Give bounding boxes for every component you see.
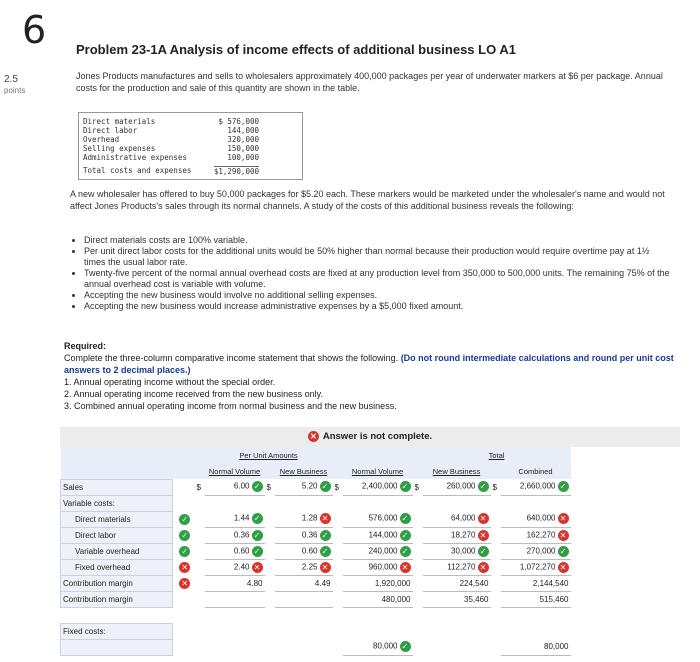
table-row-sales bbox=[61, 479, 571, 495]
check-icon: ✓ bbox=[179, 530, 190, 541]
table-row-contribution-margin bbox=[61, 575, 571, 591]
cost-value: 144,000 bbox=[227, 126, 259, 135]
required-note: (Do not round intermediate calculations and round per unit cost answers to 2 decimal places.) bbox=[64, 353, 674, 375]
row-label: Sales bbox=[61, 479, 173, 495]
cost-study-list bbox=[72, 235, 672, 312]
currency-sign: $ bbox=[492, 482, 497, 492]
cost-value: 100,000 bbox=[227, 153, 259, 162]
list-item: • Accepting the new business would involve no additional selling expenses. bbox=[84, 290, 672, 301]
x-icon: ✕ bbox=[478, 562, 489, 573]
check-icon: ✓ bbox=[320, 481, 331, 492]
list-item: • Twenty-five percent of the normal annual overhead costs are fixed at any production level from 350,000 to 500,000 units. The remaining 75% of the annual overhead cost is variable with volume. bbox=[84, 268, 672, 290]
cost-value: $1,290,000 bbox=[213, 167, 259, 176]
row-label[interactable]: Variable overhead bbox=[61, 543, 173, 559]
answer-status-banner bbox=[60, 427, 680, 447]
header-normal-volume: Normal Volume bbox=[205, 463, 265, 479]
currency-sign: $ bbox=[196, 482, 201, 492]
pu-normal-input[interactable] bbox=[205, 591, 265, 607]
pu-new-input[interactable]: 5.20 ✓ bbox=[275, 479, 333, 495]
table-row-direct-labor bbox=[61, 527, 571, 543]
problem-intro: Jones Products manufactures and sells to wholesalers approximately 400,000 packages per year of underwater markers at $6 per package. Annual costs for the production and sale of this quantity are shown in the table. bbox=[76, 71, 663, 93]
row-label: Fixed costs: bbox=[61, 623, 173, 639]
pu-new-input[interactable] bbox=[275, 591, 333, 607]
cost-row-total bbox=[83, 166, 299, 175]
header-new-business-total: New Business bbox=[423, 463, 491, 479]
cost-row bbox=[83, 153, 299, 162]
check-icon: ✓ bbox=[179, 546, 190, 557]
x-icon: ✕ bbox=[478, 513, 489, 524]
row-label: Variable costs: bbox=[61, 495, 173, 511]
total-normal-input[interactable]: 80,000 ✓ bbox=[343, 639, 413, 655]
total-new-input[interactable]: 30,000 ✓ bbox=[423, 543, 491, 559]
currency-sign: $ bbox=[334, 482, 339, 492]
cost-label: Total costs and expenses bbox=[83, 166, 192, 175]
check-icon: ✓ bbox=[320, 530, 331, 541]
x-icon: ✕ bbox=[478, 530, 489, 541]
combined-input[interactable]: 270,000 ✓ bbox=[501, 543, 571, 559]
pu-new-input[interactable]: 0.36 ✓ bbox=[275, 527, 333, 543]
total-new-input[interactable]: 35,460 bbox=[423, 591, 491, 607]
check-icon: ✓ bbox=[252, 513, 263, 524]
x-icon: ✕ bbox=[558, 513, 569, 524]
points-label: points bbox=[4, 86, 26, 95]
total-normal-input[interactable]: 144,000 ✓ bbox=[343, 527, 413, 543]
points bbox=[4, 74, 34, 96]
cost-label: Administrative expenses bbox=[83, 153, 187, 162]
combined-input[interactable]: 162,270 ✕ bbox=[501, 527, 571, 543]
cost-value: 320,000 bbox=[227, 135, 259, 144]
x-icon: ✕ bbox=[320, 513, 331, 524]
combined-input[interactable]: 1,072,270 ✕ bbox=[501, 559, 571, 575]
list-item: • Per unit direct labor costs for the additional units would be 50% higher than normal because their production would require overtime pay at 1½ times the usual labor rate. bbox=[84, 246, 672, 268]
check-icon: ✓ bbox=[400, 530, 411, 541]
table-row-spacer bbox=[61, 607, 571, 623]
question-number: 6 bbox=[22, 8, 47, 52]
income-statement-table bbox=[60, 447, 571, 656]
header-row-2 bbox=[61, 463, 571, 479]
check-icon: ✓ bbox=[252, 530, 263, 541]
total-new-input[interactable]: 260,000 ✓ bbox=[423, 479, 491, 495]
check-icon: ✓ bbox=[252, 546, 263, 557]
header-new-business: New Business bbox=[275, 463, 333, 479]
required-label: Required: bbox=[64, 341, 107, 351]
wholesaler-offer: A new wholesaler has offered to buy 50,000 packages for $5.20 each. These markers would be marketed under the wholesaler's name and would not affect Jones Products's sales through its normal channels. A study of the costs of this additional business reveals the following: bbox=[70, 189, 665, 211]
x-icon: ✕ bbox=[179, 562, 190, 573]
combined-input[interactable]: 515,460 bbox=[501, 591, 571, 607]
problem-title: Problem 23-1A Analysis of income effects of additional business LO A1 bbox=[76, 42, 516, 57]
required-item: 2. Annual operating income received from the new business only. bbox=[64, 389, 323, 399]
combined-input[interactable]: 640,000 ✕ bbox=[501, 511, 571, 527]
pu-new-input[interactable]: 1.28 ✕ bbox=[275, 511, 333, 527]
cost-label: Selling expenses bbox=[83, 144, 156, 153]
check-icon: ✓ bbox=[558, 481, 569, 492]
total-normal-input[interactable]: 960,000 ✕ bbox=[343, 559, 413, 575]
currency-sign: $ bbox=[414, 482, 419, 492]
row-label[interactable]: Fixed overhead bbox=[61, 559, 173, 575]
required-item: 3. Combined annual operating income from normal business and the new business. bbox=[64, 401, 397, 411]
total-normal-input[interactable]: 1,920,000 bbox=[343, 575, 413, 591]
check-icon: ✓ bbox=[179, 514, 190, 525]
required-main: Complete the three-column comparative income statement that shows the following. bbox=[64, 353, 399, 363]
cost-row bbox=[83, 144, 299, 153]
header-combined: Combined bbox=[501, 463, 571, 479]
required-text bbox=[64, 352, 674, 376]
pu-new-input[interactable]: 2.25 ✕ bbox=[275, 559, 333, 575]
row-label[interactable]: Direct labor bbox=[61, 527, 173, 543]
check-icon: ✓ bbox=[478, 481, 489, 492]
cost-row bbox=[83, 117, 299, 126]
pu-normal-input[interactable]: 6.00 ✓ bbox=[205, 479, 265, 495]
x-icon: ✕ bbox=[400, 562, 411, 573]
header-total: Total bbox=[423, 447, 571, 463]
check-icon: ✓ bbox=[400, 546, 411, 557]
table-row-fixed-overhead bbox=[61, 559, 571, 575]
total-new-input[interactable]: 18,270 ✕ bbox=[423, 527, 491, 543]
header-normal-volume-total: Normal Volume bbox=[343, 463, 413, 479]
table-row-contribution-margin bbox=[61, 591, 571, 607]
list-item: • Direct materials costs are 100% variable. bbox=[84, 235, 672, 246]
check-icon: ✓ bbox=[400, 513, 411, 524]
row-label[interactable]: Contribution margin bbox=[61, 575, 173, 591]
pu-normal-input[interactable]: 1.44 ✓ bbox=[205, 511, 265, 527]
header-per-unit: Per Unit Amounts bbox=[205, 447, 333, 463]
error-icon: ✕ bbox=[308, 431, 319, 442]
total-new-input[interactable]: 224,540 bbox=[423, 575, 491, 591]
cost-label: Direct materials bbox=[83, 117, 156, 126]
x-icon: ✕ bbox=[252, 562, 263, 573]
check-icon: ✓ bbox=[400, 481, 411, 492]
check-icon: ✓ bbox=[478, 546, 489, 557]
row-label[interactable]: Contribution margin bbox=[61, 591, 173, 607]
pu-normal-input[interactable]: 4.80 bbox=[205, 575, 265, 591]
total-normal-input[interactable]: 576,000 ✓ bbox=[343, 511, 413, 527]
required-section bbox=[64, 340, 674, 412]
cost-row bbox=[83, 135, 299, 144]
income-statement bbox=[60, 447, 620, 662]
pu-normal-input[interactable]: 0.36 ✓ bbox=[205, 527, 265, 543]
check-icon: ✓ bbox=[252, 481, 263, 492]
cost-row bbox=[83, 126, 299, 135]
combined-input[interactable]: 80,000 bbox=[501, 639, 571, 655]
combined-input[interactable]: 2,660,000 ✓ bbox=[501, 479, 571, 495]
x-icon: ✕ bbox=[320, 562, 331, 573]
list-item: • Accepting the new business would increase administrative expenses by a $5,000 fixed amount. bbox=[84, 301, 672, 312]
pu-new-input[interactable]: 4.49 bbox=[275, 575, 333, 591]
total-new-input[interactable]: 64,000 ✕ bbox=[423, 511, 491, 527]
pu-normal-input[interactable]: 0.60 ✓ bbox=[205, 543, 265, 559]
x-icon: ✕ bbox=[558, 530, 569, 541]
currency-sign: $ bbox=[266, 482, 271, 492]
row-label[interactable]: Direct materials bbox=[61, 511, 173, 527]
points-value: 2.5 bbox=[4, 74, 18, 85]
check-icon: ✓ bbox=[320, 546, 331, 557]
answer-status-text: Answer is not complete. bbox=[322, 431, 433, 442]
required-item: 1. Annual operating income without the special order. bbox=[64, 377, 276, 387]
table-row-variable-costs bbox=[61, 495, 571, 511]
table-row-direct-materials bbox=[61, 511, 571, 527]
table-row-fixed-costs bbox=[61, 623, 571, 639]
total-new-input[interactable]: 112,270 ✕ bbox=[423, 559, 491, 575]
total-normal-input[interactable]: 2,400,000 ✓ bbox=[343, 479, 413, 495]
x-icon: ✕ bbox=[558, 562, 569, 573]
check-icon: ✓ bbox=[400, 641, 411, 652]
total-normal-input[interactable]: 240,000 ✓ bbox=[343, 543, 413, 559]
cost-value: 150,000 bbox=[227, 144, 259, 153]
cost-value: $ 576,000 bbox=[218, 117, 259, 126]
total-normal-input[interactable]: 480,000 bbox=[343, 591, 413, 607]
x-icon: ✕ bbox=[179, 578, 190, 589]
cost-label: Direct labor bbox=[83, 126, 138, 135]
table-row-partial bbox=[61, 639, 571, 655]
header-row-1 bbox=[61, 447, 571, 463]
cost-label: Overhead bbox=[83, 135, 120, 144]
combined-input[interactable]: 2,144,540 bbox=[501, 575, 571, 591]
pu-new-input[interactable]: 0.60 ✓ bbox=[275, 543, 333, 559]
cost-table bbox=[78, 112, 303, 180]
pu-normal-input[interactable]: 2.40 ✕ bbox=[205, 559, 265, 575]
check-icon: ✓ bbox=[558, 546, 569, 557]
table-row-variable-overhead bbox=[61, 543, 571, 559]
